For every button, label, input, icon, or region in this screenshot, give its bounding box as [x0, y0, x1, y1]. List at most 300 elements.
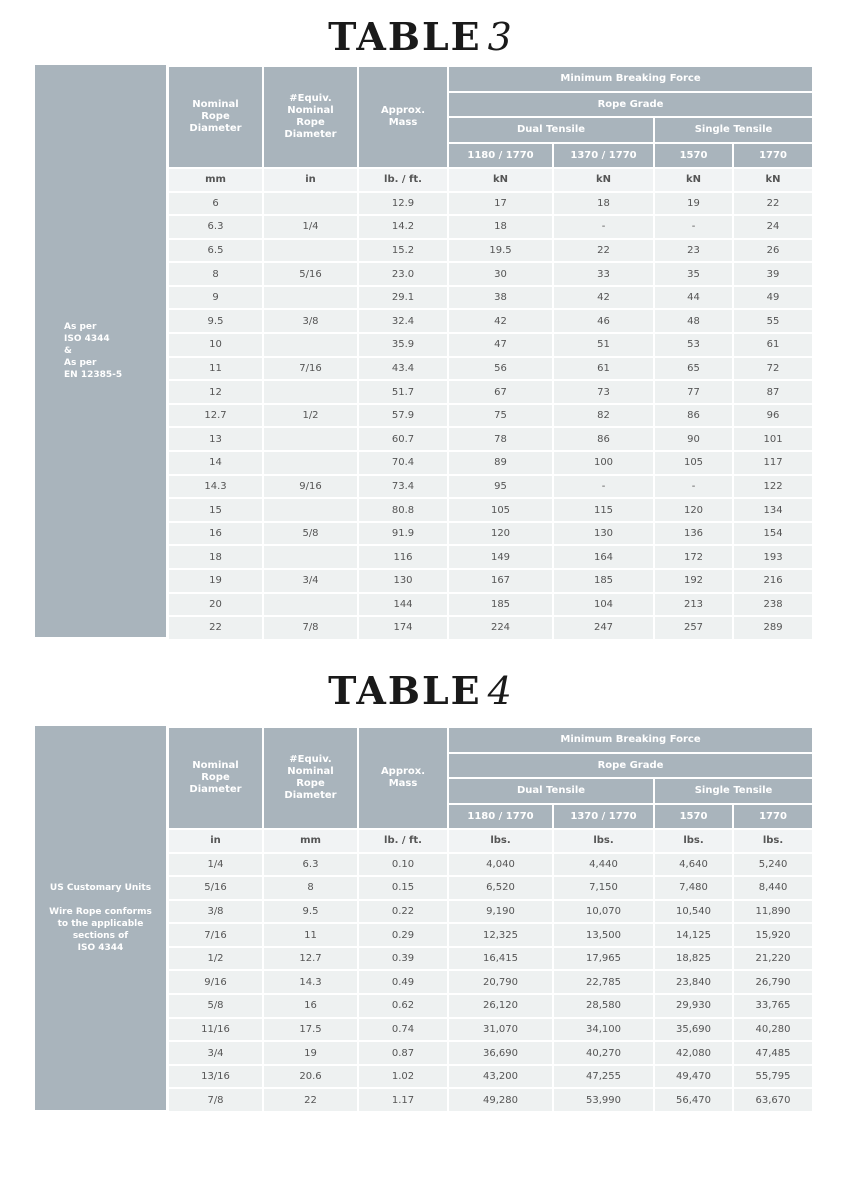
header-nominal-rope-diameter-line: Diameter — [189, 123, 242, 134]
table-cell: 1/4 — [263, 215, 358, 239]
table-row — [168, 451, 813, 475]
table-cell: 193 — [733, 545, 813, 569]
table-cell: 0.22 — [358, 900, 448, 924]
table-cell: - — [553, 475, 654, 499]
table-cell: 43.4 — [358, 357, 448, 381]
table-cell: 7,480 — [654, 876, 733, 900]
table-cell: 47,485 — [733, 1041, 813, 1065]
unit-cell: kN — [733, 168, 813, 192]
table-cell: 185 — [553, 569, 654, 593]
table-cell: 6.3 — [263, 853, 358, 877]
table-cell: 34,100 — [553, 1018, 654, 1042]
table-cell: 51.7 — [358, 380, 448, 404]
table-cell: 35 — [654, 262, 733, 286]
header-approx-mass-line: Mass — [388, 117, 418, 128]
table-cell: 3/4 — [263, 569, 358, 593]
unit-cell: in — [263, 168, 358, 192]
table-cell: 72 — [733, 357, 813, 381]
table-cell: 75 — [448, 404, 553, 428]
table-cell: 17.5 — [263, 1018, 358, 1042]
side-note-line: Wire Rope conforms — [49, 907, 152, 917]
table-cell: 47,255 — [553, 1065, 654, 1089]
table-cell: 42 — [448, 309, 553, 333]
side-note-line: As per — [64, 358, 97, 368]
table-row — [168, 215, 813, 239]
table-cell: 5/16 — [168, 876, 263, 900]
table4-block — [35, 726, 812, 1110]
table3 — [167, 65, 814, 641]
header-equiv-nominal-rope-diameter-line: Diameter — [284, 790, 337, 801]
table-row — [168, 569, 813, 593]
table-cell: 105 — [448, 498, 553, 522]
table-row — [168, 593, 813, 617]
table-cell: 42 — [553, 286, 654, 310]
table-cell: 247 — [553, 616, 654, 640]
table-cell: 73.4 — [358, 475, 448, 499]
side-note-line: ISO 4344 — [77, 943, 124, 953]
header-single-tensile: Single Tensile — [654, 778, 813, 804]
table-cell: 122 — [733, 475, 813, 499]
table-cell: 238 — [733, 593, 813, 617]
table-row — [168, 357, 813, 381]
table-cell: 9.5 — [168, 309, 263, 333]
table-cell: 11,890 — [733, 900, 813, 924]
table-cell: 90 — [654, 427, 733, 451]
table-cell: 20,790 — [448, 970, 553, 994]
table-cell: 26,790 — [733, 970, 813, 994]
table-cell: 86 — [654, 404, 733, 428]
table-cell: 20.6 — [263, 1065, 358, 1089]
table3-title — [0, 14, 842, 59]
table-cell: 87 — [733, 380, 813, 404]
header-equiv-nominal-rope-diameter-line: Rope — [296, 117, 325, 128]
header-rope-grade: Rope Grade — [448, 753, 813, 779]
header-nominal-rope-diameter — [168, 66, 263, 168]
table-cell: 100 — [553, 451, 654, 475]
table-cell: 10 — [168, 333, 263, 357]
table-cell: 117 — [733, 451, 813, 475]
table-cell: 55 — [733, 309, 813, 333]
table-cell: 19 — [263, 1041, 358, 1065]
table-cell: 120 — [448, 522, 553, 546]
header-grade-g1: 1180 / 1770 — [448, 143, 553, 169]
header-grade-g2: 1370 / 1770 — [553, 143, 654, 169]
table3-side-note — [35, 65, 166, 637]
table-cell: 78 — [448, 427, 553, 451]
table-cell: 60.7 — [358, 427, 448, 451]
header-minimum-breaking-force: Minimum Breaking Force — [448, 727, 813, 753]
table-cell: 7/8 — [168, 1088, 263, 1112]
table-cell: 15.2 — [358, 239, 448, 263]
table-cell: 0.10 — [358, 853, 448, 877]
table-cell: 19 — [654, 192, 733, 216]
header-nominal-rope-diameter — [168, 727, 263, 829]
table-cell: 1/4 — [168, 853, 263, 877]
unit-cell: lb. / ft. — [358, 168, 448, 192]
table-cell: 16 — [168, 522, 263, 546]
header-grade-g4: 1770 — [733, 143, 813, 169]
unit-cell: lbs. — [654, 829, 733, 853]
table-cell: 0.62 — [358, 994, 448, 1018]
table-cell: 0.49 — [358, 970, 448, 994]
unit-cell: lbs. — [733, 829, 813, 853]
table-cell: 12 — [168, 380, 263, 404]
header-dual-tensile: Dual Tensile — [448, 117, 654, 143]
table-cell: 49,470 — [654, 1065, 733, 1089]
table-cell: 5,240 — [733, 853, 813, 877]
table-cell: 15 — [168, 498, 263, 522]
table-cell: 23.0 — [358, 262, 448, 286]
table-cell: 40,280 — [733, 1018, 813, 1042]
table-cell: 3/8 — [263, 309, 358, 333]
table-cell: 1/2 — [263, 404, 358, 428]
table-cell: 0.87 — [358, 1041, 448, 1065]
unit-cell: kN — [654, 168, 733, 192]
header-equiv-nominal-rope-diameter-line: Rope — [296, 778, 325, 789]
header-equiv-nominal-rope-diameter-line: Nominal — [287, 105, 334, 116]
table-cell: 192 — [654, 569, 733, 593]
table-cell: 5/8 — [168, 994, 263, 1018]
table-cell: 16 — [263, 994, 358, 1018]
table-cell: 22 — [553, 239, 654, 263]
table-cell: 6,520 — [448, 876, 553, 900]
table-row — [168, 545, 813, 569]
header-grade-g2: 1370 / 1770 — [553, 804, 654, 830]
table-cell: - — [553, 215, 654, 239]
table-cell: 3/4 — [168, 1041, 263, 1065]
unit-cell: mm — [263, 829, 358, 853]
table3-title-number: 3 — [487, 15, 514, 59]
header-approx-mass — [358, 727, 448, 829]
table-cell: 115 — [553, 498, 654, 522]
table-cell: 164 — [553, 545, 654, 569]
table-row — [168, 1088, 813, 1112]
table-cell: 5/8 — [263, 522, 358, 546]
table4-side-note — [35, 726, 166, 1110]
table4-title-number: 4 — [487, 669, 514, 713]
table-cell: 213 — [654, 593, 733, 617]
table-cell: 14,125 — [654, 923, 733, 947]
table-cell: 14.3 — [263, 970, 358, 994]
table-row — [168, 192, 813, 216]
table-cell: 65 — [654, 357, 733, 381]
unit-cell: lbs. — [553, 829, 654, 853]
table-cell: 4,640 — [654, 853, 733, 877]
table-row — [168, 994, 813, 1018]
table-cell: 49 — [733, 286, 813, 310]
table-cell: 257 — [654, 616, 733, 640]
table-cell: 17,965 — [553, 947, 654, 971]
table-cell: 11 — [263, 923, 358, 947]
table-cell: 130 — [553, 522, 654, 546]
table-row — [168, 239, 813, 263]
table-cell: 24 — [733, 215, 813, 239]
header-dual-tensile: Dual Tensile — [448, 778, 654, 804]
table-cell: 12.9 — [358, 192, 448, 216]
table-row — [168, 970, 813, 994]
table-cell: 18,825 — [654, 947, 733, 971]
table-row — [168, 1018, 813, 1042]
table-cell: 22 — [733, 192, 813, 216]
table-cell: 116 — [358, 545, 448, 569]
table-cell: 12.7 — [168, 404, 263, 428]
table-cell: 18 — [553, 192, 654, 216]
table-cell: 80.8 — [358, 498, 448, 522]
table-cell: 14.2 — [358, 215, 448, 239]
table-cell: 57.9 — [358, 404, 448, 428]
table-cell: 32.4 — [358, 309, 448, 333]
table-cell: 20 — [168, 593, 263, 617]
table-cell: 38 — [448, 286, 553, 310]
table-cell: 67 — [448, 380, 553, 404]
table-cell: 7,150 — [553, 876, 654, 900]
table-cell: 10,070 — [553, 900, 654, 924]
table-cell: 63,670 — [733, 1088, 813, 1112]
table-cell: 36,690 — [448, 1041, 553, 1065]
table-cell: 89 — [448, 451, 553, 475]
table-cell: 14.3 — [168, 475, 263, 499]
table-cell: 46 — [553, 309, 654, 333]
table-cell: 8,440 — [733, 876, 813, 900]
table-cell — [263, 498, 358, 522]
header-nominal-rope-diameter-line: Diameter — [189, 784, 242, 795]
table-cell: 149 — [448, 545, 553, 569]
table-cell — [263, 451, 358, 475]
table-cell: 7/8 — [263, 616, 358, 640]
table-cell: 51 — [553, 333, 654, 357]
table-row — [168, 1065, 813, 1089]
table-row — [168, 1041, 813, 1065]
table-cell: 56,470 — [654, 1088, 733, 1112]
unit-cell: kN — [448, 168, 553, 192]
table-cell: 53 — [654, 333, 733, 357]
table-cell: 23,840 — [654, 970, 733, 994]
table-cell: - — [654, 215, 733, 239]
table-row — [168, 404, 813, 428]
table-cell: 105 — [654, 451, 733, 475]
header-approx-mass — [358, 66, 448, 168]
table-cell: 104 — [553, 593, 654, 617]
table-cell: 16,415 — [448, 947, 553, 971]
table-cell: 154 — [733, 522, 813, 546]
table-cell: 21,220 — [733, 947, 813, 971]
table-cell: 48 — [654, 309, 733, 333]
table-cell: 136 — [654, 522, 733, 546]
table4 — [167, 726, 814, 1113]
header-minimum-breaking-force: Minimum Breaking Force — [448, 66, 813, 92]
side-note-line: to the applicable — [57, 919, 144, 929]
table-cell: 61 — [733, 333, 813, 357]
table-cell: 12,325 — [448, 923, 553, 947]
table-cell: 33,765 — [733, 994, 813, 1018]
table-cell: 14 — [168, 451, 263, 475]
header-equiv-nominal-rope-diameter — [263, 727, 358, 829]
table-cell: 42,080 — [654, 1041, 733, 1065]
table-cell: 39 — [733, 262, 813, 286]
unit-cell: mm — [168, 168, 263, 192]
table-cell: 8 — [168, 262, 263, 286]
table-cell: 95 — [448, 475, 553, 499]
table-cell: 70.4 — [358, 451, 448, 475]
table-cell: 11 — [168, 357, 263, 381]
table-cell: 3/8 — [168, 900, 263, 924]
table-cell: 55,795 — [733, 1065, 813, 1089]
header-grade-g3: 1570 — [654, 143, 733, 169]
table-cell: 6.3 — [168, 215, 263, 239]
table-cell: 30 — [448, 262, 553, 286]
header-equiv-nominal-rope-diameter — [263, 66, 358, 168]
table-cell: 33 — [553, 262, 654, 286]
table-cell: 35,690 — [654, 1018, 733, 1042]
table-cell: 0.29 — [358, 923, 448, 947]
table4-title — [0, 668, 842, 713]
table-cell: 73 — [553, 380, 654, 404]
side-note-line: As per — [64, 322, 97, 332]
table-cell: 13,500 — [553, 923, 654, 947]
table-cell: 7/16 — [263, 357, 358, 381]
table-cell — [263, 192, 358, 216]
table-cell: 49,280 — [448, 1088, 553, 1112]
table-cell: 77 — [654, 380, 733, 404]
table-cell: - — [654, 475, 733, 499]
header-grade-g3: 1570 — [654, 804, 733, 830]
header-rope-grade: Rope Grade — [448, 92, 813, 118]
table-row — [168, 853, 813, 877]
table-cell: 134 — [733, 498, 813, 522]
header-approx-mass-line: Approx. — [380, 105, 426, 116]
table-cell: 44 — [654, 286, 733, 310]
table-row — [168, 900, 813, 924]
table-cell: 9 — [168, 286, 263, 310]
header-equiv-nominal-rope-diameter-line: Nominal — [287, 766, 334, 777]
table3-block — [35, 65, 812, 637]
side-note-line: sections of — [72, 931, 129, 941]
table-row — [168, 498, 813, 522]
table4-title-word: TABLE — [328, 668, 482, 713]
table-row — [168, 286, 813, 310]
table-cell: 53,990 — [553, 1088, 654, 1112]
table-cell: 15,920 — [733, 923, 813, 947]
table-row — [168, 522, 813, 546]
table-cell: 91.9 — [358, 522, 448, 546]
table-cell: 26 — [733, 239, 813, 263]
table-cell — [263, 239, 358, 263]
header-nominal-rope-diameter-line: Rope — [201, 111, 230, 122]
table-cell: 101 — [733, 427, 813, 451]
table-cell: 82 — [553, 404, 654, 428]
table-cell: 0.15 — [358, 876, 448, 900]
table-cell: 130 — [358, 569, 448, 593]
unit-cell: kN — [553, 168, 654, 192]
unit-cell: in — [168, 829, 263, 853]
header-equiv-nominal-rope-diameter-line: #Equiv. — [289, 93, 332, 104]
table-cell — [263, 545, 358, 569]
table-cell: 96 — [733, 404, 813, 428]
table-cell: 23 — [654, 239, 733, 263]
table-cell: 6 — [168, 192, 263, 216]
table-cell: 22 — [263, 1088, 358, 1112]
header-grade-g4: 1770 — [733, 804, 813, 830]
table-cell: 11/16 — [168, 1018, 263, 1042]
table-cell: 172 — [654, 545, 733, 569]
table-cell: 1/2 — [168, 947, 263, 971]
table-row — [168, 380, 813, 404]
table-cell: 17 — [448, 192, 553, 216]
side-note-line: ISO 4344 — [64, 334, 110, 344]
table-cell: 43,200 — [448, 1065, 553, 1089]
table-cell: 26,120 — [448, 994, 553, 1018]
table-cell — [263, 593, 358, 617]
table-cell: 56 — [448, 357, 553, 381]
table-cell: 167 — [448, 569, 553, 593]
table-cell: 18 — [168, 545, 263, 569]
table-cell — [263, 333, 358, 357]
table-cell: 22 — [168, 616, 263, 640]
table-cell: 31,070 — [448, 1018, 553, 1042]
table-cell: 22,785 — [553, 970, 654, 994]
table-cell: 224 — [448, 616, 553, 640]
table-cell: 4,040 — [448, 853, 553, 877]
table-cell: 13 — [168, 427, 263, 451]
table-cell: 28,580 — [553, 994, 654, 1018]
table-cell: 144 — [358, 593, 448, 617]
table3-title-word: TABLE — [328, 14, 482, 59]
table-row — [168, 616, 813, 640]
unit-cell: lbs. — [448, 829, 553, 853]
table-row — [168, 475, 813, 499]
table-row — [168, 923, 813, 947]
table-row — [168, 947, 813, 971]
table-cell: 10,540 — [654, 900, 733, 924]
table-cell: 18 — [448, 215, 553, 239]
table-cell: 5/16 — [263, 262, 358, 286]
side-note-line: US Customary Units — [49, 883, 152, 893]
table-cell: 35.9 — [358, 333, 448, 357]
table-row — [168, 427, 813, 451]
table-cell: 174 — [358, 616, 448, 640]
table-cell: 6.5 — [168, 239, 263, 263]
unit-cell: lb. / ft. — [358, 829, 448, 853]
header-grade-g1: 1180 / 1770 — [448, 804, 553, 830]
table-cell: 289 — [733, 616, 813, 640]
table-row — [168, 262, 813, 286]
header-nominal-rope-diameter-line: Rope — [201, 772, 230, 783]
table-cell: 4,440 — [553, 853, 654, 877]
table-cell: 19 — [168, 569, 263, 593]
side-note-line: & — [64, 346, 72, 356]
table-row — [168, 876, 813, 900]
header-approx-mass-line: Approx. — [380, 766, 426, 777]
header-approx-mass-line: Mass — [388, 778, 418, 789]
table-cell: 9,190 — [448, 900, 553, 924]
table-cell: 9.5 — [263, 900, 358, 924]
header-nominal-rope-diameter-line: Nominal — [192, 99, 239, 110]
table-cell: 29.1 — [358, 286, 448, 310]
table-cell: 216 — [733, 569, 813, 593]
table-cell: 1.17 — [358, 1088, 448, 1112]
table-cell: 0.39 — [358, 947, 448, 971]
header-equiv-nominal-rope-diameter-line: Diameter — [284, 129, 337, 140]
table-row — [168, 333, 813, 357]
table-cell: 19.5 — [448, 239, 553, 263]
table-cell: 185 — [448, 593, 553, 617]
table-cell: 13/16 — [168, 1065, 263, 1089]
table-cell — [263, 286, 358, 310]
header-single-tensile: Single Tensile — [654, 117, 813, 143]
side-note-line: EN 12385-5 — [64, 370, 123, 380]
table-cell: 40,270 — [553, 1041, 654, 1065]
table-cell: 8 — [263, 876, 358, 900]
